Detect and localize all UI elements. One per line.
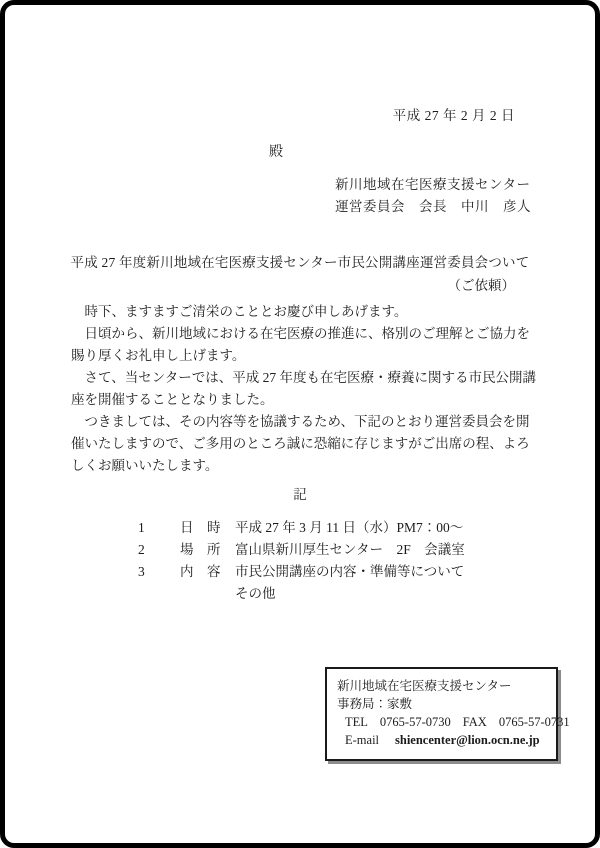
tel-label: TEL bbox=[345, 715, 368, 729]
email-address: shiencenter@lion.ocn.ne.jp bbox=[395, 733, 540, 747]
item-number: 2 bbox=[138, 542, 145, 557]
item-value: 平成 27 年 3 月 11 日（水）PM7：00～ bbox=[235, 520, 464, 535]
addressee-honorific: 殿 bbox=[269, 145, 283, 160]
item-label: 内 容 bbox=[180, 564, 221, 579]
paragraph-thanks: 日頃から、新川地域における在宅医療の推進に、格別のご理解とご協力を賜り厚くお礼申し上げます。 bbox=[71, 326, 530, 363]
paragraph-announcement: さて、当センターでは、平成 27 年度も在宅医療・療養に関する市民公開講座を開催することとなりました。 bbox=[71, 370, 536, 407]
document-date: 平成 27 年 2 月 2 日 bbox=[392, 108, 515, 123]
fax-label: FAX bbox=[462, 715, 487, 729]
contact-organization: 新川地域在宅医療支援センター bbox=[337, 679, 512, 693]
list-item-agenda-extra bbox=[71, 583, 551, 605]
email-label: E-mail bbox=[345, 733, 380, 747]
item-value: 富山県新川厚生センター 2F 会議室 bbox=[235, 542, 465, 557]
list-item-place bbox=[71, 539, 551, 561]
contact-office: 事務局：家敷 bbox=[337, 697, 413, 711]
paragraph-greeting: 時下、ますますご清栄のこととお慶び申しあげます。 bbox=[84, 304, 408, 319]
sender-organization: 新川地域在宅医療支援センター bbox=[335, 177, 531, 192]
list-item-agenda bbox=[71, 561, 551, 583]
item-label: 場 所 bbox=[180, 542, 221, 557]
contact-email-line bbox=[337, 731, 546, 749]
contact-phone-line bbox=[337, 713, 570, 731]
record-heading: 記 bbox=[293, 487, 307, 502]
title-block bbox=[5, 251, 595, 294]
list-item-datetime bbox=[71, 517, 551, 539]
item-label: 日 時 bbox=[180, 520, 221, 535]
sender-name: 運営委員会 会長 中川 彦人 bbox=[335, 199, 531, 214]
document-title: 平成 27 年度新川地域在宅医療支援センター市民公開講座運営委員会ついて bbox=[70, 255, 530, 270]
sender-block bbox=[335, 174, 531, 218]
meeting-details-list bbox=[71, 517, 551, 605]
letter-body bbox=[71, 301, 539, 477]
document-subtitle: （ご依頼） bbox=[447, 278, 515, 293]
item-number: 1 bbox=[138, 520, 145, 535]
item-number: 3 bbox=[138, 564, 145, 579]
item-value: 市民公開講座の内容・準備等について bbox=[235, 564, 465, 579]
item-extra-value: その他 bbox=[235, 586, 276, 601]
tel-number: 0765-57-0730 bbox=[379, 715, 451, 729]
fax-number: 0765-57-0731 bbox=[498, 715, 570, 729]
contact-info-box bbox=[325, 667, 570, 761]
paragraph-request: つきましては、その内容等を協議するため、下記のとおり運営委員会を開催いたしますので、ご多用のところ誠に恐縮に存じますがご出席の程、よろしくお願いいたします。 bbox=[71, 414, 530, 473]
